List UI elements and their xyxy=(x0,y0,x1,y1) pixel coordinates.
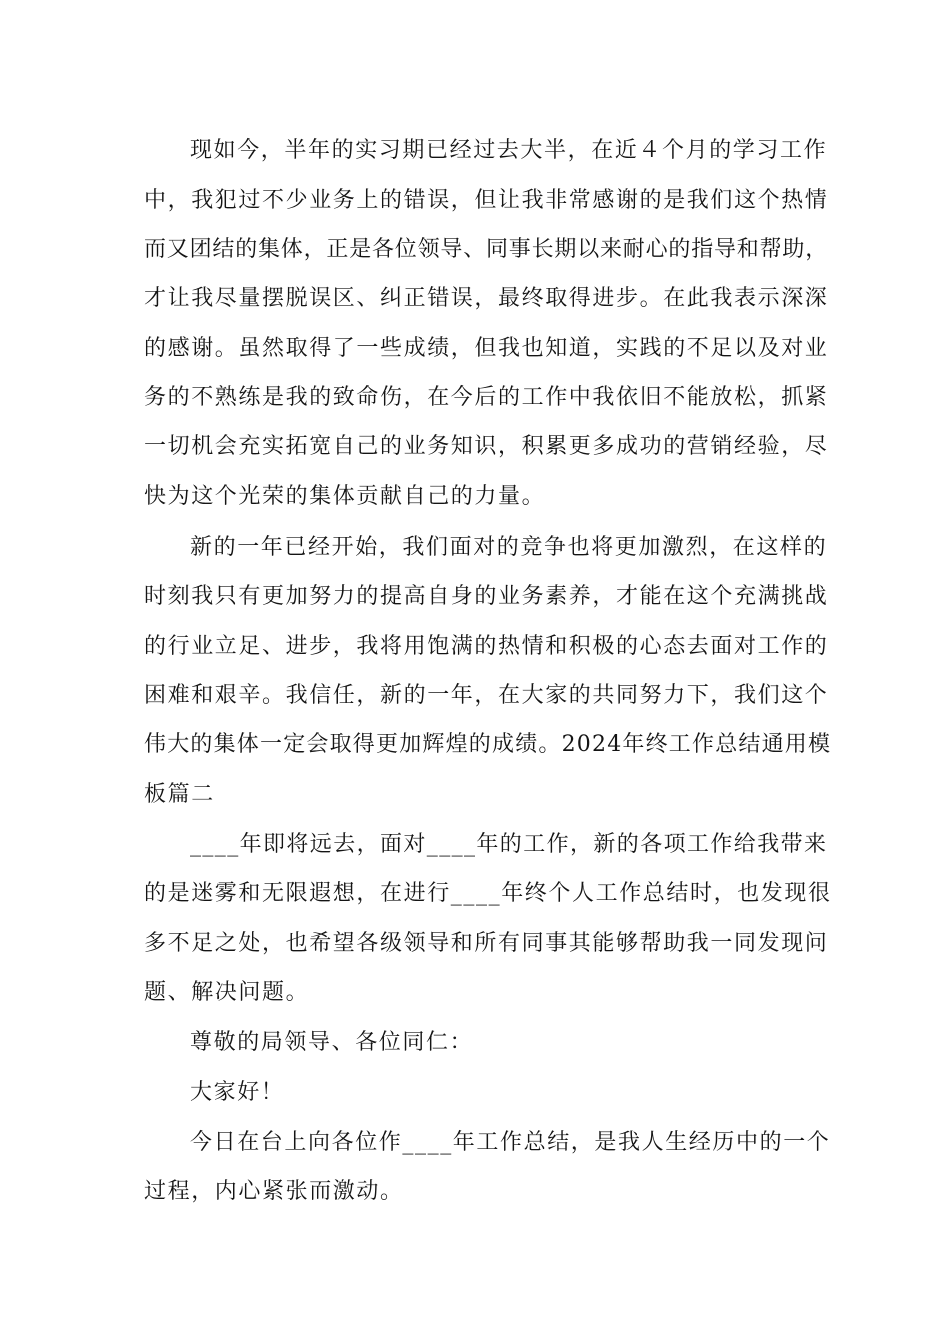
paragraph-3-line-1: ____年即将远去，面对____年的工作，新的各项工作给我带来 xyxy=(190,832,828,857)
greeting: 大家好！ xyxy=(190,1080,285,1105)
paragraph-3-line-4: 题、解决问题。 xyxy=(144,980,310,1005)
paragraph-1-line-1: 现如今，半年的实习期已经过去大半，在近４个月的学习工作 xyxy=(190,138,828,163)
paragraph-1-line-4: 才让我尽量摆脱误区、纠正错误，最终取得进步。在此我表示深深 xyxy=(144,286,829,311)
paragraph-1-line-3: 而又团结的集体，正是各位领导、同事长期以来耐心的指导和帮助， xyxy=(144,237,829,262)
paragraph-4-line-2: 过程，内心紧张而激动。 xyxy=(144,1179,404,1204)
paragraph-1-line-5: 的感谢。虽然取得了一些成绩，但我也知道，实践的不足以及对业 xyxy=(144,336,829,361)
salutation: 尊敬的局领导、各位同仁： xyxy=(190,1030,474,1055)
paragraph-2-line-6: 板篇二 xyxy=(144,782,215,807)
paragraph-3-line-2: 的是迷雾和无限遐想，在进行____年终个人工作总结时，也发现很 xyxy=(144,881,832,906)
paragraph-2-line-2: 时刻我只有更加努力的提高自身的业务素养，才能在这个充满挑战 xyxy=(144,584,829,609)
paragraph-2-line-1: 新的一年已经开始，我们面对的竞争也将更加激烈，在这样的 xyxy=(190,535,828,560)
paragraph-2-line-5: 伟大的集体一定会取得更加辉煌的成绩。2024年终工作总结通用模 xyxy=(144,732,832,757)
paragraph-1-line-6: 务的不熟练是我的致命伤，在今后的工作中我依旧不能放松，抓紧 xyxy=(144,385,829,410)
paragraph-3-line-3: 多不足之处，也希望各级领导和所有同事其能够帮助我一同发现问 xyxy=(144,931,829,956)
paragraph-1-line-2: 中，我犯过不少业务上的错误，但让我非常感谢的是我们这个热情 xyxy=(144,188,829,213)
paragraph-1-line-7: 一切机会充实拓宽自己的业务知识，积累更多成功的营销经验，尽 xyxy=(144,434,829,459)
paragraph-2-line-4: 困难和艰辛。我信任，新的一年，在大家的共同努力下，我们这个 xyxy=(144,683,829,708)
paragraph-1-line-8: 快为这个光荣的集体贡献自己的力量。 xyxy=(144,484,546,509)
paragraph-4-line-1: 今日在台上向各位作____年工作总结，是我人生经历中的一个 xyxy=(190,1130,831,1155)
paragraph-2-line-3: 的行业立足、进步，我将用饱满的热情和积极的心态去面对工作的 xyxy=(144,634,829,659)
